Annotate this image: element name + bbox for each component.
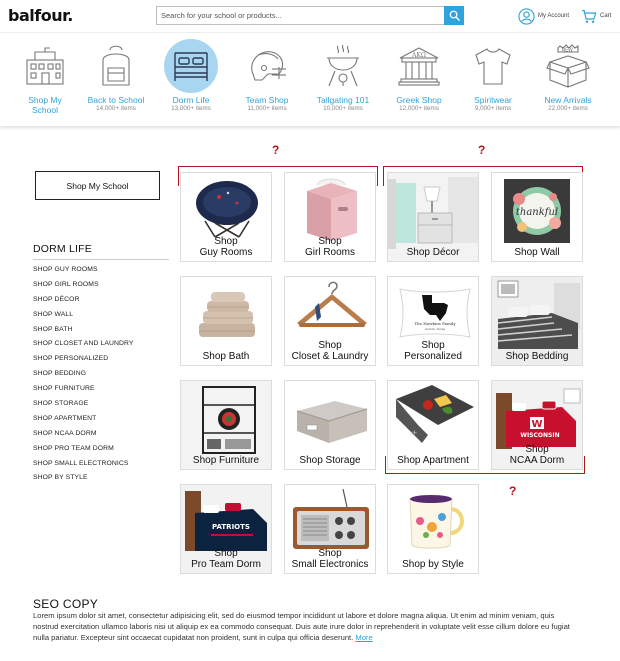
tile-label: Shop Wall	[514, 247, 560, 258]
site-header	[0, 0, 620, 32]
tile-shop-furniture[interactable]	[180, 380, 272, 470]
user-icon	[518, 8, 535, 25]
cart-link[interactable]	[581, 8, 611, 24]
category-count: 9,000+ items	[474, 105, 512, 112]
tile-shop-closet-laundry[interactable]	[284, 276, 376, 366]
category-back-to-school[interactable]	[80, 41, 152, 123]
tile-label: Shop Bedding	[505, 351, 569, 362]
tile-label: Shop NCAA Dorm	[509, 444, 565, 466]
dorm-life-heading: DORM LIFE	[33, 243, 169, 260]
tile-shop-bedding[interactable]	[491, 276, 583, 366]
tile-shop-ncaa-dorm[interactable]	[491, 380, 583, 470]
tile-shop-small-electronics[interactable]	[284, 484, 376, 574]
seo-more-link[interactable]: More	[355, 633, 373, 643]
category-label: Greek Shop	[396, 95, 442, 105]
tile-label: Shop Apartment	[397, 455, 469, 466]
sidebar-link-furniture[interactable]: SHOP FURNITURE	[33, 385, 95, 393]
tile-label: Shop Décor	[406, 247, 460, 258]
category-count: 12,000+ items	[399, 105, 439, 112]
svg-text:NEW: NEW	[561, 48, 573, 54]
category-label: Tailgating 101	[316, 95, 370, 105]
annotation-question-mark: ?	[509, 484, 517, 498]
tile-label: Shop Storage	[299, 455, 361, 466]
tile-shop-personalized[interactable]	[387, 276, 479, 366]
category-new-arrivals[interactable]	[532, 41, 604, 123]
sidebar-link-girl-rooms[interactable]: SHOP GIRL ROOMS	[33, 280, 99, 288]
svg-text:PATRIOTS: PATRIOTS	[212, 523, 250, 531]
new-box-icon	[546, 44, 590, 88]
tile-label: Shop Pro Team Dorm	[191, 548, 261, 570]
category-count: 13,000+ items	[171, 105, 211, 112]
sidebar-link-apartment[interactable]: SHOP APARTMENT	[33, 414, 97, 422]
category-nav	[0, 32, 620, 126]
tile-shop-bath[interactable]	[180, 276, 272, 366]
sidebar-link-pro-team-dorm[interactable]: SHOP PRO TEAM DORM	[33, 444, 114, 452]
svg-text:ΑΚΩ: ΑΚΩ	[412, 52, 426, 59]
sidebar-link-wall[interactable]: SHOP WALL	[33, 310, 74, 318]
category-count: 10,000+ items	[323, 105, 363, 112]
tile-shop-apartment[interactable]	[387, 380, 479, 470]
my-account-label: My Account	[538, 13, 570, 19]
category-team-shop[interactable]	[231, 41, 303, 123]
sidebar-link-small-electronics[interactable]: SHOP SMALL ELECTRONICS	[33, 459, 129, 467]
sidebar-link-guy-rooms[interactable]: SHOP GUY ROOMS	[33, 266, 98, 273]
category-count: 11,000+ items	[247, 105, 287, 112]
grill-icon	[323, 44, 363, 88]
sidebar-link-personalized[interactable]: SHOP PERSONALIZED	[33, 355, 109, 363]
bed-icon	[171, 49, 211, 83]
cart-label: Cart	[600, 13, 612, 19]
category-label: Team Shop	[245, 95, 289, 105]
category-label: Back to School	[87, 95, 145, 105]
football-helmet-icon	[246, 47, 288, 85]
shop-my-school-button[interactable]: Shop My School	[35, 171, 160, 200]
sidebar-link-bedding[interactable]: SHOP BEDDING	[33, 370, 87, 378]
sidebar-link-decor[interactable]: SHOP DÉCOR	[33, 295, 80, 303]
tile-label: Shop by Style	[402, 559, 464, 570]
category-count: 14,000+ items	[96, 105, 136, 112]
tile-label: Shop Guy Rooms	[199, 236, 253, 258]
seo-text	[33, 610, 573, 644]
my-account-link[interactable]	[518, 7, 569, 25]
tile-shop-girl-rooms[interactable]	[284, 172, 376, 262]
dorm-life-links	[33, 265, 134, 488]
category-greek-shop[interactable]	[383, 41, 455, 123]
backpack-icon	[97, 44, 135, 88]
sidebar-link-ncaa-dorm[interactable]: SHOP NCAA DORM	[33, 429, 97, 437]
tile-shop-storage[interactable]	[284, 380, 376, 470]
tile-label: Shop Personalized	[404, 340, 462, 362]
tile-shop-pro-team-dorm[interactable]	[180, 484, 272, 574]
category-label: Spiritwear	[474, 95, 512, 105]
svg-text:TX: TX	[409, 429, 419, 439]
svg-text:The Hawkins Family: The Hawkins Family	[414, 321, 456, 326]
category-dorm-life[interactable]	[155, 41, 227, 123]
sidebar-link-bath[interactable]: SHOP BATH	[33, 325, 73, 333]
annotation-question-mark: ?	[272, 143, 280, 157]
seo-title: SEO COPY	[33, 597, 99, 611]
school-building-icon	[24, 46, 66, 86]
category-label: Shop My School	[28, 95, 62, 115]
category-label: New Arrivals	[544, 95, 592, 105]
search-icon	[449, 10, 460, 21]
svg-text:thankful: thankful	[515, 207, 559, 218]
svg-text:W: W	[531, 419, 543, 430]
tile-shop-by-style[interactable]	[387, 484, 479, 574]
cart-icon	[581, 9, 597, 24]
sidebar-link-closet-laundry[interactable]: SHOP CLOSET AND LAUNDRY	[33, 340, 134, 348]
category-spiritwear[interactable]	[457, 41, 529, 123]
annotation-question-mark: ?	[478, 143, 486, 157]
tshirt-icon	[472, 46, 514, 86]
search-input[interactable]	[157, 7, 445, 24]
category-shop-my-school[interactable]	[9, 41, 81, 123]
sidebar-link-by-style[interactable]: SHOP BY STYLE	[33, 474, 88, 482]
category-tailgating-101[interactable]	[307, 41, 379, 123]
greek-temple-icon	[397, 46, 441, 86]
search-bar	[156, 6, 464, 25]
category-count: 22,000+ items	[548, 105, 588, 112]
tile-label: Shop Girl Rooms	[304, 236, 355, 258]
tile-shop-guy-rooms[interactable]	[180, 172, 272, 262]
tile-shop-decor[interactable]	[387, 172, 479, 262]
tile-label: Shop Furniture	[192, 455, 260, 466]
svg-text:WISCONSIN: WISCONSIN	[520, 432, 560, 439]
tile-label: Shop Small Electronics	[291, 548, 369, 570]
balfour-logo[interactable]: balfour.	[8, 6, 73, 25]
search-button[interactable]	[444, 6, 464, 25]
svg-text:Austin, Texas: Austin, Texas	[424, 327, 446, 331]
category-label: Dorm Life	[172, 95, 210, 105]
tile-label: Shop Closet & Laundry	[291, 340, 369, 362]
tile-shop-wall[interactable]	[491, 172, 583, 262]
seo-body: Lorem ipsum dolor sit amet, consectetur adipisicing elit, sed do eiusmod tempor incididunt ut labore et dolore magna aliqua. Ut enim ad minim veniam, quis nostrud exercitation ullamco laboris nisi ut aliquip ex ea commodo consequat. Duis aute irure dolor in reprehenderit in voluptate velit esse cillum dolore eu fugiat nulla pariatur. Excepteur sint occaecat cupidatat non proident, sunt in culpa qui officia deserunt.	[33, 611, 570, 643]
sidebar-link-storage[interactable]: SHOP STORAGE	[33, 400, 89, 408]
tile-label: Shop Bath	[202, 351, 250, 362]
